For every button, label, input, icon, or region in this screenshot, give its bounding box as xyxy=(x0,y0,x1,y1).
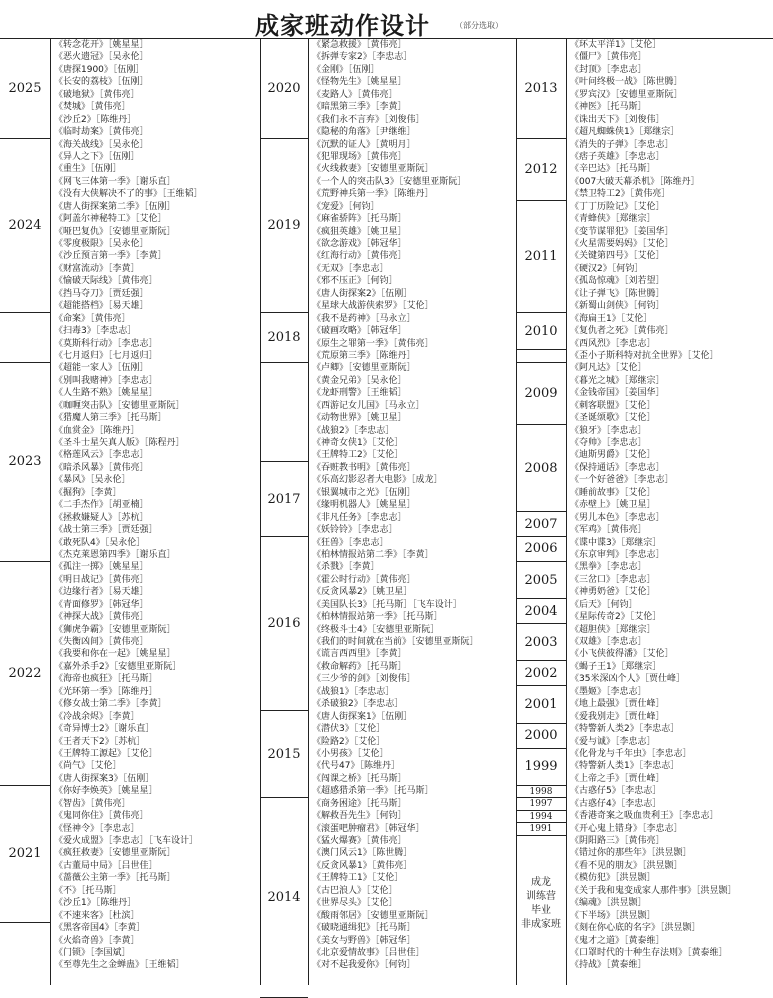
film-entry: 《西风烈》［李忠志］ xyxy=(570,338,656,349)
film-entry: 《麻雀骄阵》［托马斯］ xyxy=(312,214,407,225)
film-entry: 《香港奇案之吸血贵利王》［李忠志］ xyxy=(570,811,719,822)
year-label: 2025 xyxy=(0,39,50,139)
film-entry: 《修女战士第二季》［李黄］ xyxy=(54,699,167,710)
year-label: 2009 xyxy=(516,363,566,425)
film-entry: 《解救吾先生》［何钧］ xyxy=(312,811,407,822)
film-entry: 《暮光之城》［郑继宗］ xyxy=(570,375,665,386)
film-entry: 《古惑仔5》［李忠志］ xyxy=(570,786,662,797)
film-entry: 《杰克莱恩第四季》［谢乐直］ xyxy=(54,549,176,560)
film-entry: 《犯罪现场》［黄伟亮］ xyxy=(312,151,407,162)
film-entry: 《破地狱》［黄伟亮］ xyxy=(54,89,140,100)
film-entry: 《咖喱突击队》［安德里亚斯阮］ xyxy=(54,400,185,411)
film-entry: 《我们永不言弃》［刘俊伟］ xyxy=(312,114,425,125)
film-entry: 《荒野神兵第一季》［陈维丹］ xyxy=(312,189,434,200)
year-column xyxy=(516,39,567,985)
film-entry: 《唐人街探案第二季》［伍刚］ xyxy=(54,201,176,212)
film-entry: 《青蜂侠》［郑继宗］ xyxy=(570,214,656,225)
year-label: 1991 xyxy=(516,823,566,835)
film-entry: 《反贪风暴1》［黄伟亮］ xyxy=(312,860,413,871)
year-label: 2000 xyxy=(516,724,566,749)
film-entry: 《莫斯科行动》［李忠志］ xyxy=(54,338,158,349)
year-label: 2007 xyxy=(516,512,566,537)
year-label: 2022 xyxy=(0,562,50,786)
year-label: 2011 xyxy=(516,201,566,313)
film-entry: 《暗黑第三季》［李黄］ xyxy=(312,102,407,113)
film-entry: 《财富流动》［李黄］ xyxy=(54,263,140,274)
film-entry: 《后天》［何钧］ xyxy=(570,599,638,610)
film-entry: 《战士第三季》［贾廷强］ xyxy=(54,525,158,536)
film-entry: 《军鸡》［黄伟亮］ xyxy=(570,525,647,536)
film-entry: 《险路2》［艾伦］ xyxy=(312,736,386,747)
year-label: 2016 xyxy=(260,537,308,711)
film-entry: 《阿盖尔神秘特工》［艾伦］ xyxy=(54,214,167,225)
film-entry: 《特警新人类1》［李忠志］ xyxy=(570,761,680,772)
film-entry: 《黄金兄弟》［吴永伦］ xyxy=(312,375,407,386)
film-entry: 《星球大战游侠索罗》［艾伦］ xyxy=(312,301,434,312)
film-entry: 《火焰奇兽》［李黄］ xyxy=(54,935,140,946)
year-label xyxy=(260,363,308,463)
film-entry: 《罗宾汉》［安德里亚斯阮］ xyxy=(570,89,683,100)
film-entry: 《沉默的证人》［黄明月］ xyxy=(312,139,416,150)
film-entry: 《小男孩》［艾伦］ xyxy=(312,748,389,759)
film-entry: 《圣斗士星矢真人版》［陈程丹］ xyxy=(54,438,185,448)
film-entry: 《诛出天下》［刘俊伟］ xyxy=(570,114,665,125)
film-entry: 《复仇者之死》［黄伟亮］ xyxy=(570,326,674,337)
film-entry: 《新蜀山剑侠》［何钧］ xyxy=(570,301,665,312)
film-entry: 《谎言西西里》［李黄］ xyxy=(312,649,407,660)
film-entry: 《奇异博士2》［谢乐直］ xyxy=(54,724,155,735)
film-entry: 《开心鬼上错身》［李忠志］ xyxy=(570,823,683,834)
film-entry: 《吞赃教书明》［黄伟亮］ xyxy=(312,462,416,473)
film-entry: 《原生之罪第一季》［黄伟亮］ xyxy=(312,338,434,349)
film-entry: 《门锁》［李国斌］ xyxy=(54,947,131,958)
page-subtitle: （部分选取） xyxy=(455,21,503,30)
film-entry: 《编魂》［洪昱颢］ xyxy=(570,898,647,909)
film-entry: 《邪不压正》［何钧］ xyxy=(312,276,398,287)
film-entry: 《金钱帝国》［姜国华］ xyxy=(570,388,665,399)
film-entry: 《异人之下》［伍刚］ xyxy=(54,151,140,162)
film-entry: 《阿凡达》［艾伦］ xyxy=(570,363,647,374)
film-entry: 《关键第四号》［艾伦］ xyxy=(570,251,665,262)
film-entry: 《歪小子斯科特对抗全世界》［艾伦］ xyxy=(570,350,719,361)
film-entry: 《宠爱》［何钧］ xyxy=(312,201,380,212)
year-label: 2020 xyxy=(260,39,308,139)
film-entry: 《欲念游戏》［韩冠华］ xyxy=(312,239,407,249)
film-entry: 《辛巴达》［托马斯］ xyxy=(570,164,656,175)
film-entry: 《黑拳》［李忠志］ xyxy=(570,562,647,573)
film-entry: 《海帝也疯狂》［托马斯］ xyxy=(54,674,158,685)
year-column xyxy=(0,39,51,985)
film-entry: 《你好李焕英》［姚星星］ xyxy=(54,786,158,797)
film-entry: 《刺客联盟》［艾伦］ xyxy=(570,400,656,411)
film-entry: 《我要和你在一起》［姚星星］ xyxy=(54,649,176,660)
year-label: 1999 xyxy=(516,749,566,786)
film-entry: 《消失的子弹》［李忠志］ xyxy=(570,139,674,150)
film-entry: 《鬼同你住》［黄伟亮］ xyxy=(54,811,149,822)
year-column xyxy=(260,39,309,985)
year-label: 2021 xyxy=(0,786,50,923)
film-entry: 《智齿》［黄伟亮］ xyxy=(54,798,131,809)
film-entry: 《特警新人类2》［李忠志］ xyxy=(570,724,680,735)
film-entry: 《紧急救援》［黄伟亮］ xyxy=(312,40,407,50)
year-label: 2010 xyxy=(516,313,566,350)
film-entry: 《暗杀风暴》［黄伟亮］ xyxy=(54,462,149,473)
film-entry: 《让子弹飞》［陈世腾］ xyxy=(570,288,665,299)
film-entry: 《狮虎争霸》［安德里亚斯阮］ xyxy=(54,624,176,635)
film-entry: 《环太平洋1》［艾伦］ xyxy=(570,40,662,50)
film-entry: 《持战》［黄泰维］ xyxy=(570,960,647,971)
film-entry: 《神奇女侠1》［艾伦］ xyxy=(312,438,404,448)
film-entry: 《一个好爸爸》［李忠志］ xyxy=(570,475,674,486)
film-entry: 《冷战余烬》［李黄］ xyxy=(54,711,140,722)
film-entry: 《火星需要妈妈》［艾伦］ xyxy=(570,239,674,249)
year-label xyxy=(516,350,566,362)
film-entry: 《终极斗士4》［安德里亚斯阮］ xyxy=(312,624,440,635)
year-label: 2023 xyxy=(0,363,50,562)
film-entry: 《丁丁历险记》［艾伦］ xyxy=(570,201,665,212)
film-entry: 《超感猎杀第一季》［托马斯］ xyxy=(312,786,434,797)
film-entry: 《超能一家人》［伍刚］ xyxy=(54,363,149,374)
year-label: 1994 xyxy=(516,811,566,823)
film-entry: 《闯课之桥》［托马斯］ xyxy=(312,773,407,784)
film-entry: 《怪神令》［李忠志］ xyxy=(54,823,140,834)
film-entry: 《王牌特工源起》［艾伦］ xyxy=(54,748,158,759)
film-entry: 《小飞侠彼得潘》［艾伦］ xyxy=(570,649,674,660)
film-entry: 《金刚》［伍刚］ xyxy=(312,64,380,75)
film-entry: 《保持通话》［李忠志］ xyxy=(570,462,665,473)
year-label: 2024 xyxy=(0,139,50,313)
film-entry: 《反贪风暴2》［姚卫星］ xyxy=(312,587,413,598)
film-entry: 《麦路人》［黄伟亮］ xyxy=(312,89,398,100)
film-entry: 《化骨龙与千年虫》［李忠志］ xyxy=(570,748,692,759)
film-entry: 《蝎子王1》［郑继宗］ xyxy=(570,661,662,672)
film-entry: 《双雄》［李忠志］ xyxy=(570,637,647,647)
film-entry: 《僵尸》［黄伟亮］ xyxy=(570,52,647,63)
film-entry: 《我不是药神》［马永立］ xyxy=(312,313,416,324)
film-entry: 《敢死队4》［吴永伦］ xyxy=(54,537,146,548)
film-entry: 《边缘行者》［易天雄］ xyxy=(54,587,149,598)
year-label: 2008 xyxy=(516,425,566,512)
year-label xyxy=(0,313,50,363)
film-entry: 《商务困途》［托马斯］ xyxy=(312,798,407,809)
film-entry: 《口罩时代的十种生存法则》［黄泰维］ xyxy=(570,947,728,958)
film-list xyxy=(308,39,514,985)
film-entry: 《神医》［托马斯］ xyxy=(570,102,647,113)
film-entry: 《零度极限》［吴永伦］ xyxy=(54,239,149,249)
film-entry: 《不速来客》［杜滨］ xyxy=(54,910,140,921)
film-entry: 《战狼1》［李忠志］ xyxy=(312,686,395,697)
film-entry: 《王牌特工2》［艾伦］ xyxy=(312,450,404,461)
year-label: 2003 xyxy=(516,624,566,661)
film-entry: 《西游记女儿国》［马永立］ xyxy=(312,400,425,411)
film-entry: 《二手杰作》［胡亚楠］ xyxy=(54,500,149,511)
film-entry: 《沙丘2》［陈维丹］ xyxy=(54,114,137,125)
film-entry: 《下半场》［洪昱颢］ xyxy=(570,910,656,921)
film-entry: 《至尊先生之金蝉蛊》［王维韬］ xyxy=(54,960,185,971)
year-label: 1997 xyxy=(516,798,566,810)
film-entry: 《潜伏3》［艾伦］ xyxy=(312,724,386,735)
film-entry: 《模仿犯》［洪昱颢］ xyxy=(570,873,656,884)
film-entry: 《重生》［伍刚］ xyxy=(54,164,122,175)
film-entry: 《阴阳路三》［黄伟亮］ xyxy=(570,836,665,846)
film-entry: 《隐秘的角落》［尹继维］ xyxy=(312,127,416,138)
film-entry: 《美女与野兽》［韩冠华］ xyxy=(312,935,416,946)
year-label: 2004 xyxy=(516,599,566,624)
year-label: 2012 xyxy=(516,139,566,201)
film-entry: 《鬼才之道》［黄泰维］ xyxy=(570,935,665,946)
film-entry: 《沙丘预言第一季》［李黄］ xyxy=(54,251,167,262)
film-entry: 《临时劫案》［黄伟亮］ xyxy=(54,127,149,138)
film-entry: 《35米深凶个人》［贾仕峰］ xyxy=(570,674,685,685)
film-entry: 《红海行动》［黄伟亮］ xyxy=(312,251,407,262)
film-list xyxy=(566,39,771,985)
film-entry: 《杀破狼2》［李忠志］ xyxy=(312,699,404,710)
film-entry: 《痞子英雄》［李忠志］ xyxy=(570,151,665,162)
film-entry: 《关于我和鬼变成家人那件事》［洪昱颢］ xyxy=(570,885,737,896)
film-entry: 《命案》［黄伟亮］ xyxy=(54,313,131,324)
film-entry: 《爱与诚》［李忠志］ xyxy=(570,736,656,747)
column-3 xyxy=(516,38,773,985)
film-entry: 《杀戮》［李黄］ xyxy=(312,562,380,573)
film-entry: 《荒原第三季》［陈维丹］ xyxy=(312,350,416,361)
film-entry: 《滚蛋吧肿瘤君》［韩冠华］ xyxy=(312,823,425,834)
film-entry: 《拆弹专家2》［李忠志］ xyxy=(312,52,413,63)
film-entry: 《孤岛惊魂》［刘若望］ xyxy=(570,276,665,287)
film-entry: 《猎魔人第三季》［托马斯］ xyxy=(54,413,167,424)
film-entry: 《破晓通缉犯》［托马斯］ xyxy=(312,923,416,934)
film-entry: 《没有大侠解决不了的事》［王维韬］ xyxy=(54,189,203,200)
year-label: 1998 xyxy=(516,786,566,798)
film-entry: 《暴风》［吴永伦］ xyxy=(54,475,131,486)
film-entry: 《超能搭档》［易天雄］ xyxy=(54,301,149,312)
film-entry: 《男儿本色》［李忠志］ xyxy=(570,512,665,523)
film-entry: 《爱我别走》［贾仕峰］ xyxy=(570,711,665,722)
film-entry: 《格莲风云》［李忠志］ xyxy=(54,450,149,461)
film-entry: 《妖铃铃》［李忠志］ xyxy=(312,525,398,536)
film-entry: 《上帝之手》［贾仕峰］ xyxy=(570,773,665,784)
film-entry: 《一个人的突击队3》［安德里亚斯阮］ xyxy=(312,176,467,187)
film-entry: 《龙虾刑警》［王维韬］ xyxy=(312,388,407,399)
film-entry: 《无双》［李忠志］ xyxy=(312,263,389,274)
film-entry: 《非凡任务》［李忠志］ xyxy=(312,512,407,523)
film-entry: 《银翼城市之光》［伍刚］ xyxy=(312,487,416,498)
film-entry: 《看不见的朋友》［洪昱颢］ xyxy=(570,860,683,871)
film-entry: 《硬汉2》［何钧］ xyxy=(570,263,644,274)
film-entry: 《动物世界》［姚卫星］ xyxy=(312,413,407,424)
film-entry: 《恶火遗冠》［吴永伦］ xyxy=(54,52,149,63)
film-entry: 《对不起我爱你》［何钧］ xyxy=(312,960,416,971)
film-entry: 《黑客帝国4》［李黄］ xyxy=(54,923,146,934)
film-entry: 《赤壁上》［姚卫星］ xyxy=(570,500,656,511)
film-entry: 《超胆侠》［郑继宗］ xyxy=(570,624,656,635)
film-entry: 《失衡凶间》［黄伟亮］ xyxy=(54,637,149,647)
film-entry: 《美国队长3》［托马斯］［飞车设计］ xyxy=(312,599,462,610)
film-entry: 《睡前故事》［艾伦］ xyxy=(570,487,656,498)
film-entry: 《超凡蜘蛛侠1》［郑继宗］ xyxy=(570,127,680,138)
film-entry: 《007大破天幕杀机》［陈维丹］ xyxy=(570,176,700,187)
film-entry: 《扫毒3》［李忠志］ xyxy=(54,326,137,337)
year-label: 2014 xyxy=(260,798,308,997)
film-entry: 《乐高幻影忍者大电影》［成龙］ xyxy=(312,475,443,486)
column-2 xyxy=(260,38,517,985)
film-entry: 《三岔口》［李忠志］ xyxy=(570,574,656,585)
film-entry: 《霍公时行动》［黄伟亮］ xyxy=(312,574,416,585)
film-entry: 《嘉外杀手2》［安德里亚斯阮］ xyxy=(54,661,182,672)
film-entry: 《唐探1900》［伍刚］ xyxy=(54,64,145,75)
film-entry: 《愉破天际线》［黄伟亮］ xyxy=(54,276,158,287)
page-title: 成家班动作设计 xyxy=(255,11,430,40)
film-entry: 《唐人街探案1》［伍刚］ xyxy=(312,711,413,722)
film-entry: 《古董局中局》［吕世佳］ xyxy=(54,860,158,871)
film-entry: 《光环第一季》［陈维丹］ xyxy=(54,686,158,697)
year-label: 2017 xyxy=(260,462,308,537)
film-entry: 《澳门风云1》［陈世腾］ xyxy=(312,848,413,859)
film-entry: 《唐人街探案2》［伍刚］ xyxy=(312,288,413,299)
year-label: 2006 xyxy=(516,537,566,562)
film-entry: 《墨姬》［李忠志］ xyxy=(570,686,647,697)
film-entry: 《孤注一掷》［姚星星］ xyxy=(54,562,149,573)
film-entry: 《谍中谍3》［郑继宗］ xyxy=(570,537,662,548)
film-entry: 《转念花开》［姚星星］ xyxy=(54,40,149,50)
film-entry: 《王牌特工1》［艾伦］ xyxy=(312,873,404,884)
film-entry: 《长安的荔枝》［伍刚］ xyxy=(54,77,149,88)
film-entry: 《掘狗》［李黄］ xyxy=(54,487,122,498)
film-entry: 《怪物先生》［姚星星］ xyxy=(312,77,407,88)
film-entry: 《圣诞颂歌》［艾伦］ xyxy=(570,413,656,424)
film-entry: 《柏林情报站第一季》［托马斯］ xyxy=(312,612,443,623)
film-entry: 《血赏金》［陈维丹］ xyxy=(54,425,140,436)
film-entry: 《夺帅》［李忠志］ xyxy=(570,438,647,448)
film-entry: 《错过你的那些年》［洪昱颢］ xyxy=(570,848,692,859)
film-entry: 《世界尽头》［艾伦］ xyxy=(312,898,398,909)
year-label: 2013 xyxy=(516,39,566,139)
film-entry: 《海扁王1》［艾伦］ xyxy=(570,313,653,324)
film-entry: 《拯救嫌疑人》［苏杭］ xyxy=(54,512,149,523)
film-entry: 《海关战线》［吴永伦］ xyxy=(54,139,149,150)
film-entry: 《爱火成盟》［李忠志］［飞车设计］ xyxy=(54,836,199,846)
film-entry: 《火线救妻》［安德里亚斯阮］ xyxy=(312,164,434,175)
film-entry: 《尚气》［艾伦］ xyxy=(54,761,122,772)
year-label: 2001 xyxy=(516,686,566,723)
film-entry: 《蔷薇公主第一季》［托马斯］ xyxy=(54,873,176,884)
film-entry: 《神探大战》［黄伟亮］ xyxy=(54,612,149,623)
film-entry: 《神勇奶爸》［艾伦］ xyxy=(570,587,656,598)
film-entry: 《缘明机器人》［姚星星］ xyxy=(312,500,416,511)
film-entry: 《狂兽》［李忠志］ xyxy=(312,537,389,548)
group-note: 成龙 训练营 毕业 非成家班 xyxy=(521,876,561,930)
film-entry: 《三少爷的剑》［刘俊伟］ xyxy=(312,674,416,685)
film-entry: 《别叫我赌神》［李忠志］ xyxy=(54,375,158,386)
film-entry: 《古惑仔4》［李忠志］ xyxy=(570,798,662,809)
film-entry: 《酸雨邻居》［安德里亚斯阮］ xyxy=(312,910,434,921)
film-entry: 《柏林情报站第二季》［李黄］ xyxy=(312,549,434,560)
film-entry: 《哑巴复仇》［安德里亚斯阮］ xyxy=(54,226,176,237)
film-entry: 《我们的时间就在当前》［安德里亚斯阮］ xyxy=(312,637,479,647)
film-entry: 《沙丘1》［陈维丹］ xyxy=(54,898,137,909)
column-1 xyxy=(0,38,261,985)
film-entry: 《战狼2》［李忠志］ xyxy=(312,425,395,436)
year-label: 2005 xyxy=(516,562,566,599)
film-entry: 《星际传奇2》［艾伦］ xyxy=(570,612,662,623)
film-entry: 《挡马夺刀》［贾廷强］ xyxy=(54,288,149,299)
film-entry: 《唐人街探案3》［伍刚］ xyxy=(54,773,155,784)
film-entry: 《青面修罗》［韩冠华］ xyxy=(54,599,149,610)
film-entry: 《王者天下2》［苏杭］ xyxy=(54,736,146,747)
film-entry: 《不》［托马斯］ xyxy=(54,885,122,896)
film-entry: 《破画攻略》［韩冠华］ xyxy=(312,326,407,337)
film-entry: 《刻在你心底的名字》［洪昱颢］ xyxy=(570,923,701,934)
year-label: 2018 xyxy=(260,313,308,363)
year-label: 2019 xyxy=(260,139,308,313)
film-entry: 《焚城》［黄伟亮］ xyxy=(54,102,131,113)
film-entry: 《禁卫特工2》［黄伟亮］ xyxy=(570,189,671,200)
year-label: 2015 xyxy=(260,711,308,798)
film-entry: 《猛火爆赛》［黄伟亮］ xyxy=(312,836,407,846)
film-entry: 《七月返归》［七月返归］ xyxy=(54,350,158,361)
film-entry: 《迪斯男爵》［艾伦］ xyxy=(570,450,656,461)
film-entry: 《疯狂救妻》［安德里亚斯阮］ xyxy=(54,848,176,859)
film-entry: 《变节谋罪犯》［姜国华］ xyxy=(570,226,674,237)
film-entry: 《代号47》［陈维丹］ xyxy=(312,761,400,772)
film-entry: 《网飞三体第一季》［谢乐直］ xyxy=(54,176,176,187)
film-entry: 《叶问终极一战》［陈世腾］ xyxy=(570,77,683,88)
film-list xyxy=(50,39,258,985)
film-entry: 《封顶》［李忠志］ xyxy=(570,64,647,75)
film-entry: 《东京审判》［李忠志］ xyxy=(570,549,665,560)
film-entry: 《古巴浪人》［艾伦］ xyxy=(312,885,398,896)
film-entry: 《北京爱情故事》［吕世佳］ xyxy=(312,947,425,958)
header xyxy=(0,0,773,40)
film-entry: 《卢卿》［安德里亚斯阮］ xyxy=(312,363,416,374)
film-entry: 《地上最强》［贾仕峰］ xyxy=(570,699,665,710)
year-label: 2002 xyxy=(516,662,566,687)
film-entry: 《疯狙英雄》［姚卫星］ xyxy=(312,226,407,237)
film-entry: 《明日战记》［黄伟亮］ xyxy=(54,574,149,585)
film-entry: 《人生路不熟》［姚星星］ xyxy=(54,388,158,399)
film-entry: 《狼牙》［李忠志］ xyxy=(570,425,647,436)
film-entry: 《救命解药》［托马斯］ xyxy=(312,661,407,672)
